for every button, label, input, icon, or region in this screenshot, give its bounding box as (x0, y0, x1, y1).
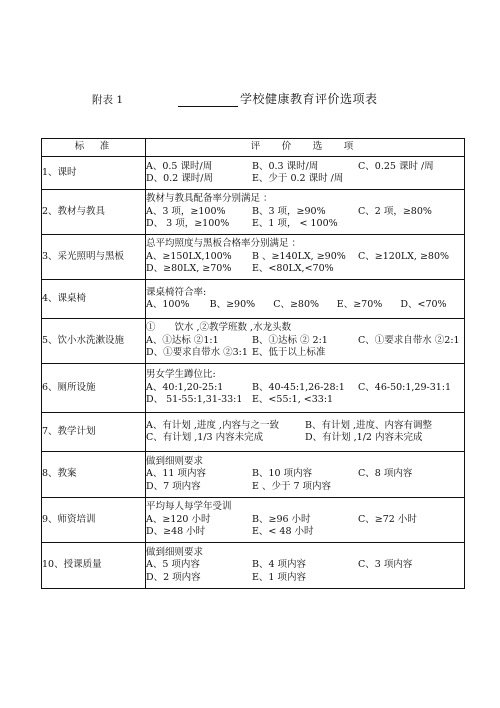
options-intro: ① 饮水 ,②教学班数 ,水龙头数 (146, 322, 292, 334)
option-item: D、<70% (400, 299, 447, 310)
option-item: D、≥80LX, ≥70% (146, 263, 232, 275)
option-item (358, 526, 464, 539)
option-line (146, 173, 464, 186)
options-intro: 做到细则要求 (146, 546, 204, 558)
option-item (358, 394, 464, 407)
standard-cell: 7、教学计划 (42, 413, 146, 452)
option-item: B、3 项，≥90% (252, 205, 326, 217)
options-cell (146, 413, 465, 452)
table-row (42, 235, 465, 280)
option-item: B、40-45:1,26-28:1 (252, 381, 345, 393)
option-item: D、7 项内容 (146, 480, 201, 492)
table-row (42, 452, 465, 498)
option-item: B、4 项内容 (252, 559, 307, 571)
option-item: E、≥70% (336, 299, 383, 310)
options-cell (146, 543, 465, 589)
option-item: A、≥120 小时 (146, 513, 211, 525)
options-intro: 课桌椅符合率: (146, 286, 207, 298)
option-item: B 、≥140LX, ≥90% (252, 250, 346, 262)
option-item: E、<80LX,<70% (252, 263, 334, 275)
option-item (358, 347, 464, 360)
options-cell (146, 280, 465, 319)
standard-cell: 5、饮小水洗漱设施 (42, 319, 146, 364)
option-item: B、有计划 ,进度、内容有调整 (305, 419, 433, 431)
option-item: C、有计划 ,1/3 内容未完成 (146, 432, 264, 443)
standard-cell: 6、厕所设施 (42, 364, 146, 413)
option-item (358, 263, 464, 276)
options-intro: 做到细则要求 (146, 455, 204, 467)
options-cell (146, 157, 465, 190)
options-cell (146, 319, 465, 364)
option-item: C、≥80% (273, 299, 320, 310)
options-cell (146, 190, 465, 235)
standard-cell: 8、教案 (42, 452, 146, 498)
option-item: A、3 项，≥100% (146, 205, 226, 217)
option-item: A、0.5 课时/周 (146, 160, 213, 172)
option-item: C、3 项内容 (358, 559, 413, 571)
option-line (146, 572, 464, 585)
standard-cell: 4、课桌椅 (42, 280, 146, 319)
standard-cell: 10、授课质量 (42, 543, 146, 589)
option-item: D、 3 项，≥100% (146, 218, 230, 230)
option-item: A、100% (146, 299, 190, 310)
option-item: C、0.25 课时 /周 (358, 160, 434, 172)
option-item: A、①达标 ②1:1 (146, 334, 219, 346)
option-line (146, 218, 464, 231)
option-item: D、≥48 小时 (146, 526, 206, 538)
option-item: C、2 项，≥80% (358, 205, 432, 217)
option-item: E、< 48 小时 (252, 526, 314, 538)
option-line (146, 263, 464, 276)
header-standard: 标 准 (42, 139, 146, 157)
evaluation-table (41, 138, 465, 589)
option-item: B、≥96 小时 (252, 513, 311, 525)
options-intro: 平均每人每学年受训 (146, 501, 232, 513)
option-line (146, 514, 464, 527)
options-intro: 总平均照度与黑板合格率分别满足 ： (146, 238, 302, 250)
table-row (42, 157, 465, 190)
option-item: C、8 项内容 (358, 468, 413, 480)
table-row (42, 498, 465, 543)
options-cell (146, 235, 465, 280)
option-item (358, 481, 464, 494)
option-line (146, 420, 464, 433)
option-line (146, 432, 464, 445)
option-line (146, 251, 464, 264)
options-cell (146, 498, 465, 543)
option-item (358, 173, 464, 186)
option-line (146, 161, 464, 174)
standard-cell: 1、课时 (42, 157, 146, 190)
option-line (146, 299, 464, 312)
options-intro: 男女学生蹲位比: (146, 369, 216, 381)
header-options: 评 价 选 项 (146, 139, 465, 157)
option-line (146, 382, 464, 395)
option-item: B、10 项内容 (252, 468, 313, 480)
option-line (146, 526, 464, 539)
option-item: D、2 项内容 (146, 571, 201, 583)
option-item: E、低于以上标准 (252, 347, 326, 359)
standard-cell: 3、采光照明与黑板 (42, 235, 146, 280)
option-item: C、≥72 小时 (358, 513, 417, 525)
option-item: E、<55:1, <33:1 (252, 394, 334, 406)
page-title: 学校健康教育评价选项表 (178, 90, 378, 107)
option-item (358, 572, 464, 585)
option-item: C、46-50:1,29-31:1 (358, 381, 452, 393)
standard-cell: 2、教材与教具 (42, 190, 146, 235)
option-item: B、≥90% (209, 299, 256, 310)
option-item (358, 218, 464, 231)
options-cell (146, 452, 465, 498)
option-line (146, 481, 464, 494)
option-item: A、11 项内容 (146, 468, 206, 480)
standard-cell: 9、师资培训 (42, 498, 146, 543)
option-line (146, 347, 464, 360)
option-item: C、①要求自带水 ②2:1 (358, 334, 460, 346)
option-item: E、少于 0.2 课时 /周 (252, 173, 344, 184)
table-row (42, 364, 465, 413)
option-line (146, 559, 464, 572)
options-intro: 教材与教具配备率分别满足 ： (146, 193, 273, 205)
option-item: A、≥150LX,100% (146, 250, 232, 262)
option-item: B、0.3 课时/周 (252, 160, 319, 172)
table-row (42, 190, 465, 235)
title-blank-line (178, 94, 238, 107)
option-item: E 、少于 7 项内容 (252, 480, 332, 492)
option-item: C、≥120LX, ≥80% (358, 250, 450, 262)
option-line (146, 468, 464, 481)
options-cell (146, 364, 465, 413)
option-item: D、有计划 ,1/2 内容未完成 (305, 432, 423, 443)
table-header-row (42, 139, 465, 157)
option-line (146, 206, 464, 219)
option-item: D、①要求自带水 ②3:1 (146, 347, 248, 359)
table-body (42, 157, 465, 589)
attachment-label: 附表 1 (92, 94, 124, 106)
option-line (146, 394, 464, 407)
table-row (42, 280, 465, 319)
table-row (42, 543, 465, 589)
table-row (42, 319, 465, 364)
option-item: D、0.2 课时/周 (146, 173, 213, 184)
option-item: D、 51-55:1,31-33:1 (146, 394, 243, 406)
option-item: A、40:1,20-25:1 (146, 381, 224, 393)
option-item: E、1 项内容 (252, 571, 306, 583)
option-item: A、有计划 ,进度 ,内容与之一致 (146, 419, 279, 431)
table-row (42, 413, 465, 452)
option-item: A、5 项内容 (146, 559, 200, 571)
option-line (146, 335, 464, 348)
option-item: E、1 项， < 100% (252, 218, 338, 230)
option-item: B、①达标 ② 2:1 (252, 334, 328, 346)
